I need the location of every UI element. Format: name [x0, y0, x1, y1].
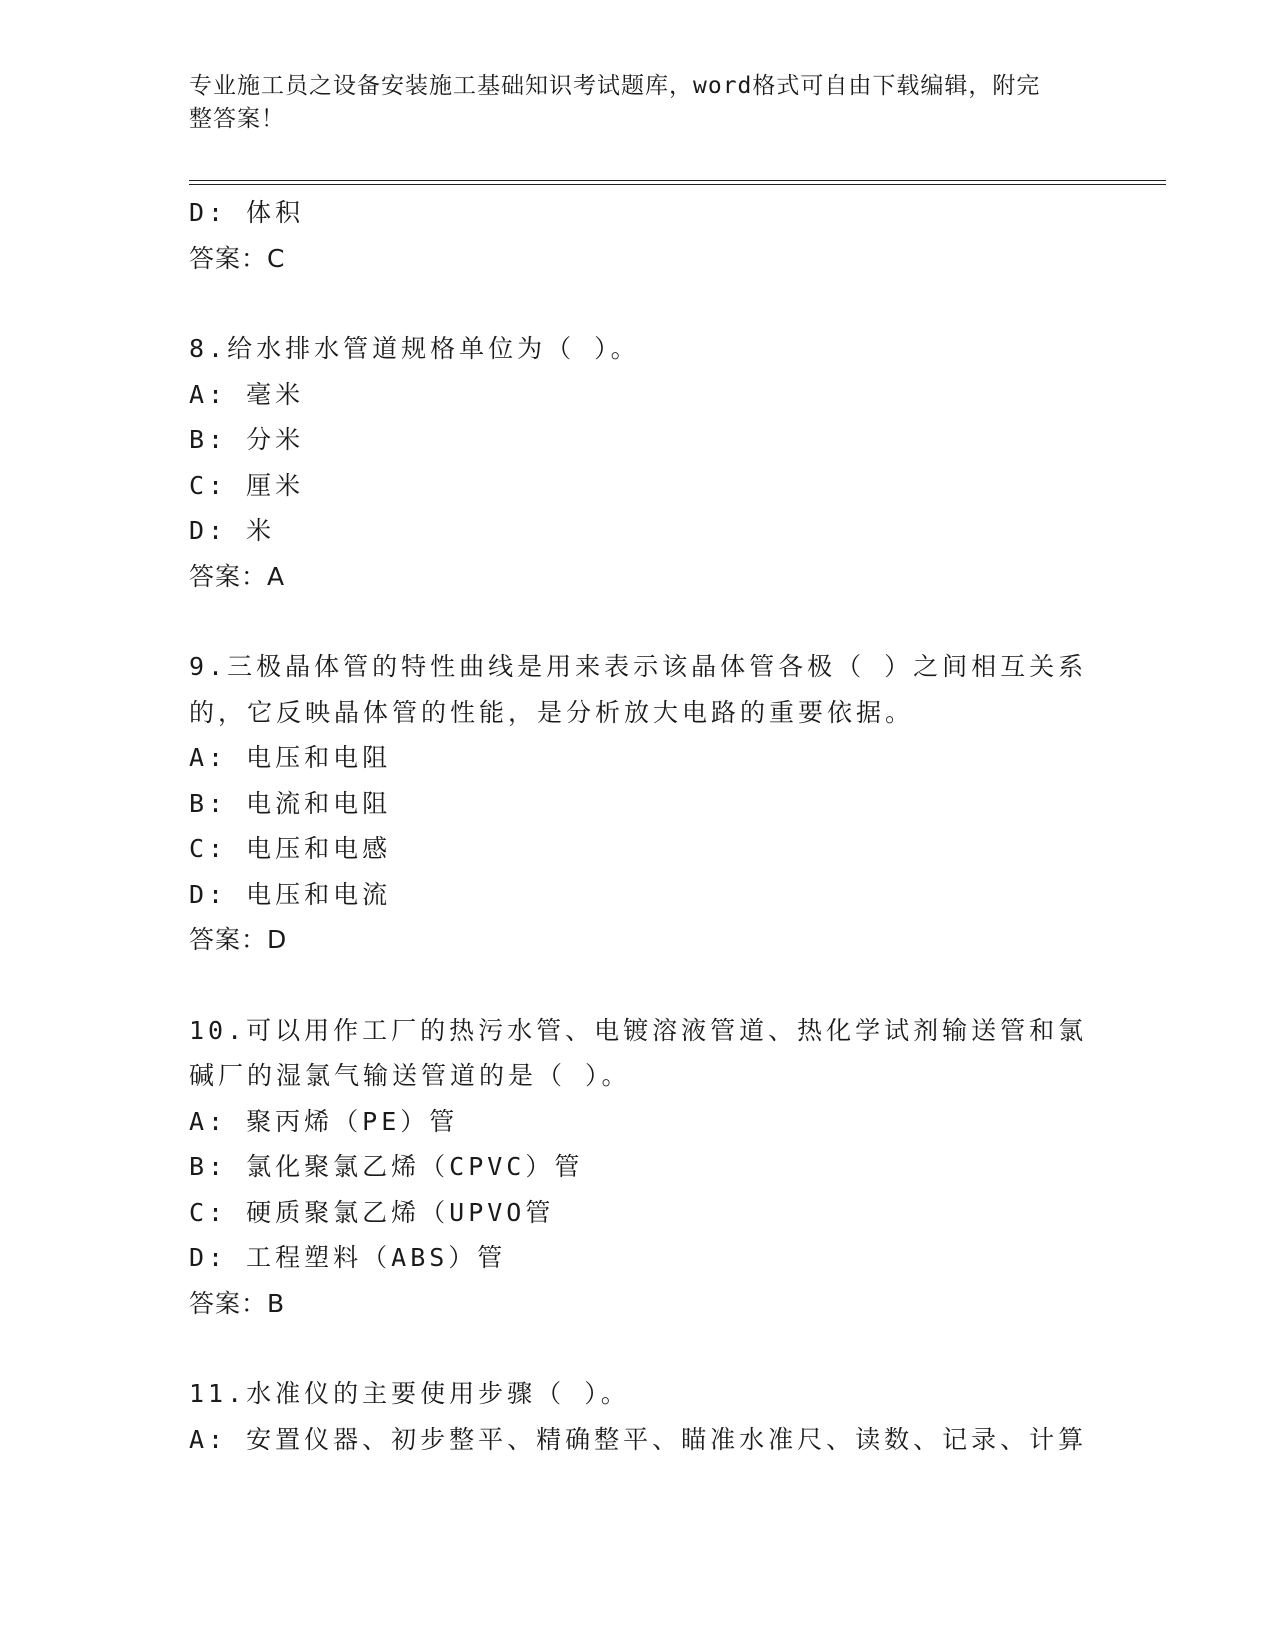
option-d: D: 米: [189, 516, 276, 545]
question-9: [189, 644, 1089, 963]
question-stem: 8.给水排水管道规格单位为（ ）。: [189, 334, 640, 363]
option-a: A: 毫米: [189, 379, 305, 409]
header-line-2: 整答案！: [189, 106, 285, 132]
question-10: [189, 1008, 1089, 1327]
option-a: A: 电压和电阻: [189, 743, 392, 772]
option-a: A: 聚丙烯（PE）管: [189, 1106, 459, 1136]
option-b: B: 电流和电阻: [189, 788, 392, 818]
option-d: D: 电压和电流: [189, 879, 392, 909]
option-b: B: 分米: [189, 425, 305, 454]
question-11: [189, 1371, 1089, 1462]
partial-answer: 答案：C: [189, 243, 286, 273]
header-rule-bottom: [189, 184, 1166, 185]
option-c: C: 厘米: [189, 470, 305, 500]
header-rule-top: [189, 180, 1166, 181]
option-b: B: 氯化聚氯乙烯（CPVC）管: [189, 1152, 584, 1181]
answer: 答案：D: [189, 925, 288, 954]
question-stem: 10.可以用作工厂的热污水管、电镀溶液管道、热化学试剂输送管和氯: [189, 1015, 1088, 1045]
option-d: D: 工程塑料（ABS）管: [189, 1243, 507, 1272]
option-c: C: 硬质聚氯乙烯（UPVO管: [189, 1197, 555, 1227]
question-content: [189, 190, 1089, 1462]
question-stem: 11.水准仪的主要使用步骤（ ）。: [189, 1379, 630, 1408]
answer: 答案：B: [189, 1288, 286, 1318]
document-header: [189, 70, 1089, 136]
partial-option-d: D: 体积: [189, 198, 305, 227]
option-c: C: 电压和电感: [189, 834, 392, 863]
question-stem-continued: 碱厂的湿氯气输送管道的是（ ）。: [189, 1061, 631, 1090]
question-8: [189, 326, 1089, 599]
option-a: A: 安置仪器、初步整平、精确整平、瞄准水准尺、读数、记录、计算: [189, 1424, 1088, 1454]
answer: 答案：A: [189, 561, 286, 591]
question-stem-continued: 的，它反映晶体管的性能，是分析放大电路的重要依据。: [189, 697, 915, 727]
question-stem: 9.三极晶体管的特性曲线是用来表示该晶体管各极（ ）之间相互关系: [189, 652, 1088, 681]
header-line-1: 专业施工员之设备安装施工基础知识考试题库，word格式可自由下载编辑，附完: [189, 73, 1041, 99]
